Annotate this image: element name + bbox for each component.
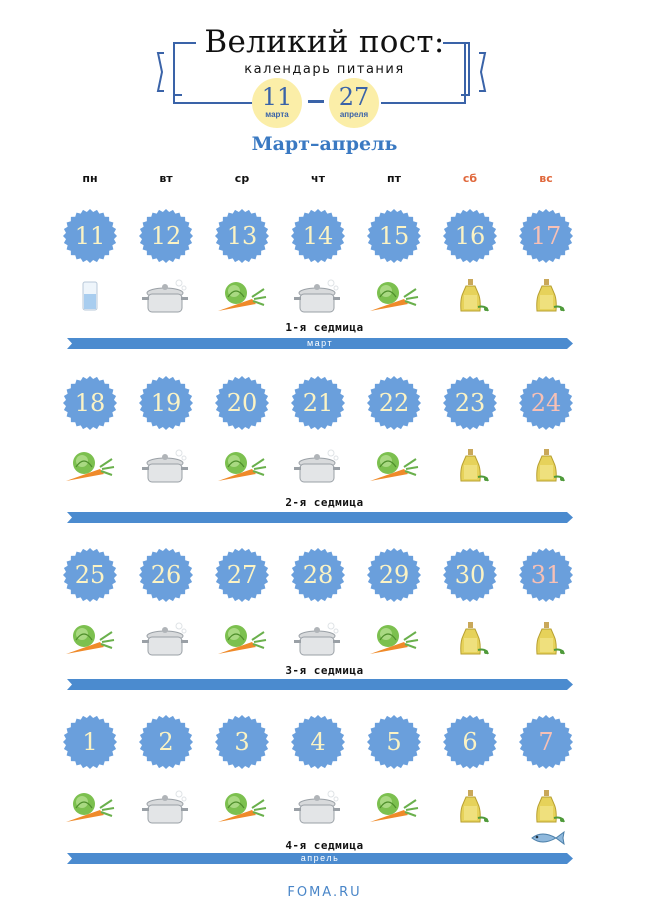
cooking-pot-icon	[138, 788, 194, 828]
week-bar	[67, 512, 573, 523]
day-number: 1	[82, 728, 98, 756]
day-circle	[62, 547, 118, 603]
cooking-pot-icon	[290, 788, 346, 828]
day-number: 30	[454, 561, 486, 589]
day-circle	[518, 208, 574, 264]
day-circle	[214, 375, 270, 431]
water-glass-icon	[62, 277, 118, 317]
day-number: 31	[530, 561, 562, 589]
day-number: 14	[302, 222, 334, 250]
header	[0, 0, 649, 170]
day-circle	[62, 208, 118, 264]
vegetables-icon	[62, 788, 118, 828]
weekday-header: чт	[311, 172, 325, 185]
week-bar	[67, 679, 573, 690]
start-day: 11	[261, 83, 293, 111]
day-number: 18	[74, 389, 106, 417]
vegetables-icon	[214, 447, 270, 487]
page-subtitle: календарь питания	[244, 62, 405, 77]
day-number: 23	[454, 389, 486, 417]
olive-oil-icon	[442, 620, 498, 660]
day-number: 6	[462, 728, 478, 756]
day-circle	[138, 547, 194, 603]
day-number: 16	[454, 222, 486, 250]
day-circle	[62, 714, 118, 770]
weekday-header: вс	[539, 172, 553, 185]
page-title: Великий пост:	[204, 24, 445, 60]
week-bar	[67, 853, 573, 864]
day-circle	[442, 375, 498, 431]
day-circle	[518, 547, 574, 603]
vegetables-icon	[214, 620, 270, 660]
week-label: 3-я седмица	[285, 664, 364, 677]
week-bar	[67, 338, 573, 349]
day-circle	[62, 375, 118, 431]
vegetables-icon	[62, 447, 118, 487]
vegetables-icon	[366, 620, 422, 660]
day-number: 3	[234, 728, 250, 756]
weekday-header: вт	[159, 172, 173, 185]
month-label: март	[306, 338, 334, 348]
day-circle	[366, 208, 422, 264]
date-dash	[308, 100, 324, 103]
day-circle	[442, 208, 498, 264]
olive-oil-icon	[518, 788, 574, 828]
day-number: 26	[150, 561, 182, 589]
day-circle	[518, 375, 574, 431]
day-circle	[138, 375, 194, 431]
day-number: 15	[378, 222, 410, 250]
day-number: 7	[538, 728, 554, 756]
olive-oil-icon	[442, 277, 498, 317]
olive-oil-icon	[518, 620, 574, 660]
month-label: апрель	[300, 853, 340, 863]
frame-lines	[0, 0, 649, 120]
olive-oil-icon	[518, 277, 574, 317]
vegetables-icon	[214, 788, 270, 828]
day-circle	[518, 714, 574, 770]
weekday-header: ср	[234, 172, 250, 185]
day-circle	[138, 208, 194, 264]
day-circle	[366, 375, 422, 431]
day-circle	[290, 208, 346, 264]
footer-site[interactable]: FOMA.RU	[287, 885, 362, 900]
day-number: 28	[302, 561, 334, 589]
week-label: 2-я седмица	[285, 496, 364, 509]
day-number: 21	[302, 389, 334, 417]
day-circle	[214, 714, 270, 770]
period-title: Март–апрель	[251, 133, 398, 155]
day-number: 2	[158, 728, 174, 756]
day-circle	[442, 714, 498, 770]
day-number: 13	[226, 222, 258, 250]
day-number: 5	[386, 728, 402, 756]
olive-oil-icon	[442, 788, 498, 828]
cooking-pot-icon	[138, 277, 194, 317]
day-circle	[214, 547, 270, 603]
weekday-header: пн	[82, 172, 98, 185]
end-month: апреля	[339, 110, 369, 119]
start-month: марта	[265, 110, 289, 119]
week-label: 1-я седмица	[285, 321, 364, 334]
end-day: 27	[338, 83, 370, 111]
day-number: 27	[226, 561, 258, 589]
day-number: 20	[226, 389, 258, 417]
week-label: 4-я седмица	[285, 839, 364, 852]
end-date-badge	[329, 78, 379, 128]
day-circle	[214, 208, 270, 264]
day-circle	[366, 714, 422, 770]
vegetables-icon	[366, 277, 422, 317]
day-number: 11	[74, 222, 106, 250]
day-number: 4	[310, 728, 326, 756]
day-number: 22	[378, 389, 410, 417]
day-circle	[366, 547, 422, 603]
day-number: 12	[150, 222, 182, 250]
day-number: 25	[74, 561, 106, 589]
day-circle	[442, 547, 498, 603]
cooking-pot-icon	[290, 620, 346, 660]
start-date-badge	[252, 78, 302, 128]
olive-oil-icon	[518, 447, 574, 487]
olive-oil-icon	[442, 447, 498, 487]
day-circle	[290, 714, 346, 770]
cooking-pot-icon	[138, 447, 194, 487]
day-circle	[290, 375, 346, 431]
vegetables-icon	[366, 447, 422, 487]
day-circle	[138, 714, 194, 770]
day-number: 19	[150, 389, 182, 417]
cooking-pot-icon	[290, 277, 346, 317]
vegetables-icon	[214, 277, 270, 317]
day-number: 29	[378, 561, 410, 589]
weekday-header: сб	[462, 172, 478, 185]
cooking-pot-icon	[290, 447, 346, 487]
weekday-header: пт	[387, 172, 401, 185]
day-number: 24	[530, 389, 562, 417]
vegetables-icon	[62, 620, 118, 660]
day-circle	[290, 547, 346, 603]
vegetables-icon	[366, 788, 422, 828]
day-number: 17	[530, 222, 562, 250]
cooking-pot-icon	[138, 620, 194, 660]
